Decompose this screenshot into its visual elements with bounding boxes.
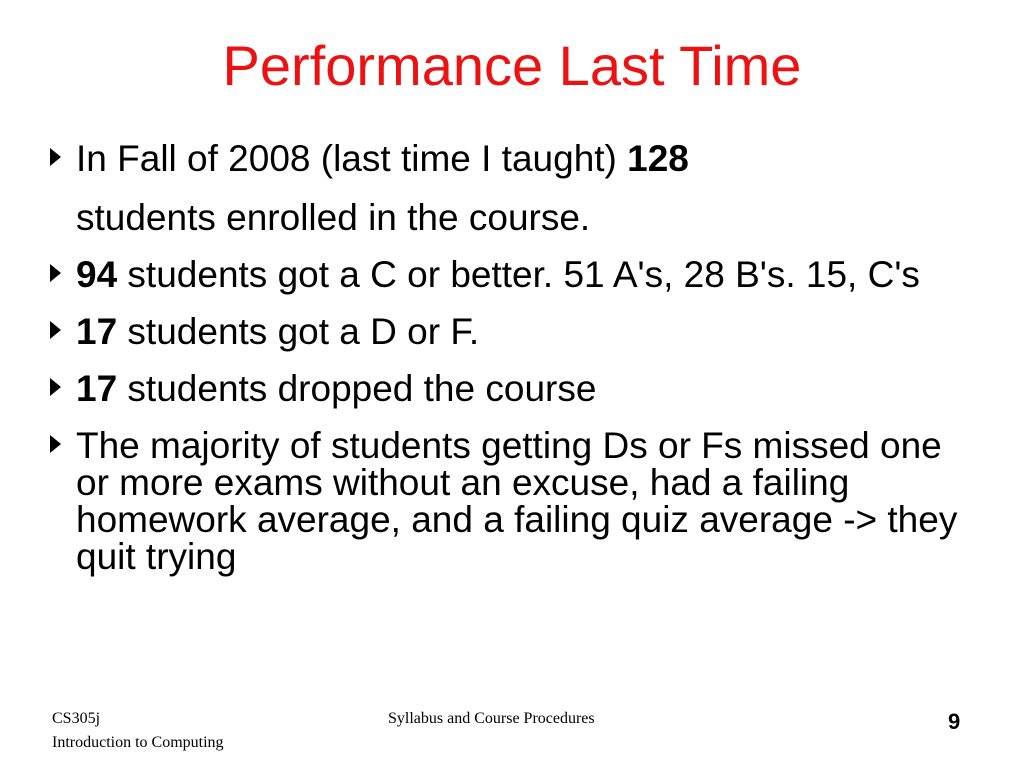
bullet-number: 17 [76,368,118,409]
bullet-text: students dropped the course [117,368,597,409]
bullet-item [50,427,980,575]
bullet-item [50,370,980,407]
bullet-item [50,313,980,350]
triangle-bullet-icon [50,321,61,339]
triangle-bullet-icon [50,435,61,453]
triangle-bullet-icon [50,264,61,282]
bullet-number: 128 [627,138,689,179]
bullet-text-continued: students enrolled in the course. [76,197,591,238]
bullet-item [50,256,980,293]
bullet-text: students got a C or better. 51 A's, 28 B's. 15, C's [117,254,920,295]
bullet-list [50,140,980,595]
footer-section-title: Syllabus and Course Procedures [388,710,595,727]
bullet-text: The majority of students getting Ds or Fs missed one or more exams without an excuse, had a failing homework average, and a failing quiz average -> they quit trying [76,425,958,577]
bullet-text: students got a D or F. [117,311,480,352]
footer-course-info [52,707,224,755]
bullet-item [50,140,980,236]
triangle-bullet-icon [50,378,61,396]
slide-title: Performance Last Time [222,34,802,97]
footer-course-name: Introduction to Computing [52,734,224,751]
page-number: 9 [948,709,961,734]
footer-course-code: CS305j [52,710,101,727]
bullet-number: 94 [76,254,118,295]
bullet-number: 17 [76,311,118,352]
bullet-text: In Fall of 2008 (last time I taught) [76,138,628,179]
triangle-bullet-icon [50,148,61,166]
